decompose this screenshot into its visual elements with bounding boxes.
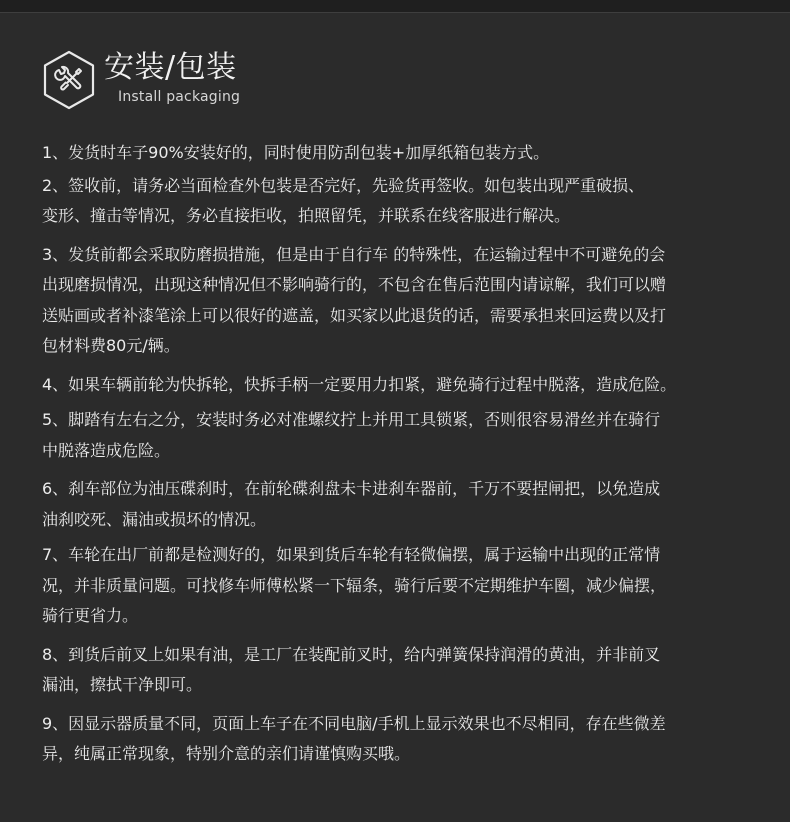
item-line: 出现磨损情况，出现这种情况但不影响骑行的，不包含在售后范围内请谅解，我们可以赠 bbox=[42, 275, 667, 294]
list-item bbox=[42, 474, 762, 535]
item-line: 变形、撞击等情况，务必直接拒收，拍照留凭，并联系在线客服进行解决。 bbox=[42, 206, 571, 225]
list-item bbox=[42, 240, 762, 362]
list-item bbox=[42, 405, 762, 466]
item-line: 况，并非质量问题。可找修车师傅松紧一下辐条，骑行后要不定期维护车圈，减少偏摆， bbox=[42, 575, 667, 595]
list-item bbox=[42, 540, 762, 632]
item-line: 8、到货后前叉上如果有油，是工厂在装配前叉时，给内弹簧保持润滑的黄油，并非前叉 bbox=[42, 644, 661, 664]
tools-hexagon-icon bbox=[42, 50, 96, 110]
item-line: 送贴画或者补漆笔涂上可以很好的遮盖，如买家以此退货的话，需要承担来回运费以及打 bbox=[42, 305, 667, 325]
section-header bbox=[42, 48, 442, 110]
list-item bbox=[42, 138, 762, 169]
item-line: 包材料费80元/辆。 bbox=[42, 336, 180, 355]
item-line: 1、发货时车子90%安装好的，同时使用防刮包装+加厚纸箱包装方式。 bbox=[42, 143, 550, 162]
page-subtitle: Install packaging bbox=[118, 89, 241, 105]
list-item bbox=[42, 171, 762, 232]
item-line: 油刹咬死、漏油或损坏的情况。 bbox=[42, 509, 267, 529]
item-line: 4、如果车辆前轮为快拆轮，快拆手柄一定要用力扣紧，避免骑行过程中脱落，造成危险。 bbox=[42, 374, 677, 394]
top-bar bbox=[0, 0, 790, 13]
item-line: 7、车轮在出厂前都是检测好的，如果到货后车轮有轻微偏摆，属于运输中出现的正常情 bbox=[42, 545, 661, 564]
page-title: 安装/包装 bbox=[104, 50, 237, 85]
notice-list bbox=[42, 138, 762, 770]
item-line: 6、刹车部位为油压碟刹时，在前轮碟刹盘未卡进刹车器前，千万不要捏闸把，以免造成 bbox=[42, 479, 661, 498]
list-item bbox=[42, 709, 762, 770]
item-line: 2、签收前，请务必当面检查外包装是否完好，先验货再签收。如包装出现严重破损、 bbox=[42, 175, 645, 195]
list-item bbox=[42, 640, 762, 701]
item-line: 中脱落造成危险。 bbox=[42, 440, 171, 460]
item-line: 9、因显示器质量不同，页面上车子在不同电脑/手机上显示效果也不尽相同，存在些微差 bbox=[42, 713, 666, 733]
item-line: 3、发货前都会采取防磨损措施，但是由于自行车 的特殊性，在运输过程中不可避免的会 bbox=[42, 244, 666, 264]
item-line: 异，纯属正常现象，特别介意的亲们请谨慎购买哦。 bbox=[42, 744, 411, 763]
item-line: 漏油，擦拭干净即可。 bbox=[42, 675, 203, 694]
item-line: 5、脚踏有左右之分，安装时务必对准螺纹拧上并用工具锁紧，否则很容易滑丝并在骑行 bbox=[42, 410, 661, 429]
list-item bbox=[42, 370, 762, 401]
item-line: 骑行更省力。 bbox=[42, 606, 139, 625]
